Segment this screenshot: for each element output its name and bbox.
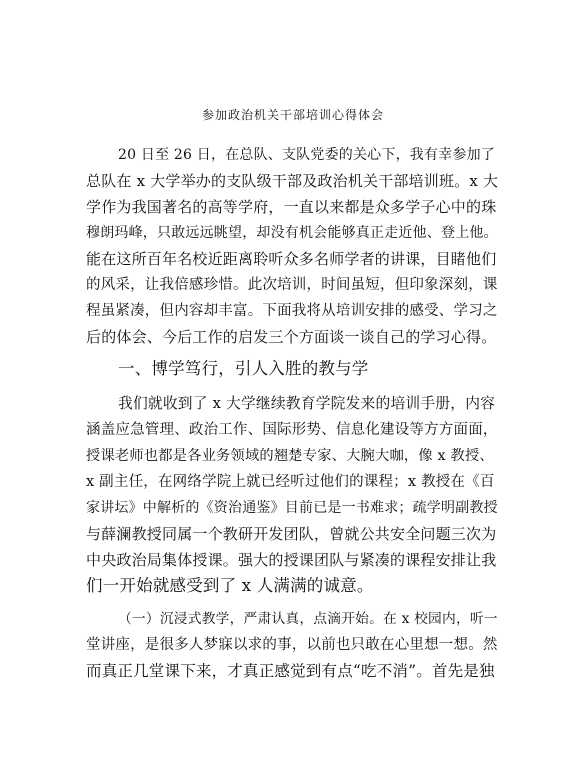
section-heading: 一、博学笃行，引人入胜的教与学: [118, 359, 369, 378]
paragraph-line: 总队在 x 大学举办的支队级干部及政治机关干部培训班。x 大: [86, 172, 499, 190]
paragraph-line: 能在这所百年名校近距离聆听众多名师学者的讲课，目睹他们: [86, 250, 497, 268]
paragraph-line: 我们就收到了 x 大学继续教育学院发来的培训手册，内容: [118, 395, 496, 412]
paragraph-line: 中央政治局集体授课。强大的授课团队与紧凑的课程安排让我: [86, 551, 497, 569]
paragraph-line: 后的体会、今后工作的启发三个方面谈一谈自己的学习心得。: [86, 328, 497, 346]
paragraph-line: 堂讲座，是很多人梦寐以求的事，以前也只敢在心里想一想。然: [86, 637, 498, 653]
paragraph-line: x 副主任，在网络学院上就已经听过他们的课程；x 教授在《百: [86, 474, 495, 490]
paragraph-line: 们一开始就感受到了 x 人满满的诚意。: [86, 576, 374, 595]
paragraph-line: 20 日至 26 日，在总队、支队党委的关心下，我有幸参加了: [118, 147, 495, 163]
paragraph-line: 家讲坛》中解析的《资治通鉴》目前已是一书难求；疏学明副教授: [86, 500, 498, 516]
paragraph-line: 涵盖应急管理、政治工作、国际形势、信息化建设等方方面面，: [86, 422, 498, 438]
paragraph-line: 的风采，让我倍感珍惜。此次培训，时间虽短，但印象深刻，课: [86, 277, 498, 293]
paragraph-line: 与薛澜教授同属一个教研开发团队，曾就公共安全问题三次为: [86, 525, 497, 543]
document-title: 参加政治机关干部培训心得体会: [201, 108, 384, 122]
paragraph-line: 程虽紧凑，但内容却丰富。下面我将从培训安排的感受、学习之: [86, 303, 498, 319]
paragraph-line: 而真正几堂课下来，才真正感觉到有点“吃不消”。首先是独: [86, 662, 495, 680]
paragraph-line: 授课老师也都是各业务领域的翘楚专家、大腕大咖，像 x 教授、: [86, 448, 494, 464]
paragraph-line: 穆朗玛峰，只敢远远眺望，却没有机会能够真正走近他、登上他。: [86, 225, 498, 241]
paragraph-line: 学作为我国著名的高等学府，一直以来都是众多学子心中的珠: [86, 198, 497, 216]
paragraph-line: （一）沉浸式教学，严肃认真，点滴开始。在 x 校园内，听一: [118, 611, 498, 627]
